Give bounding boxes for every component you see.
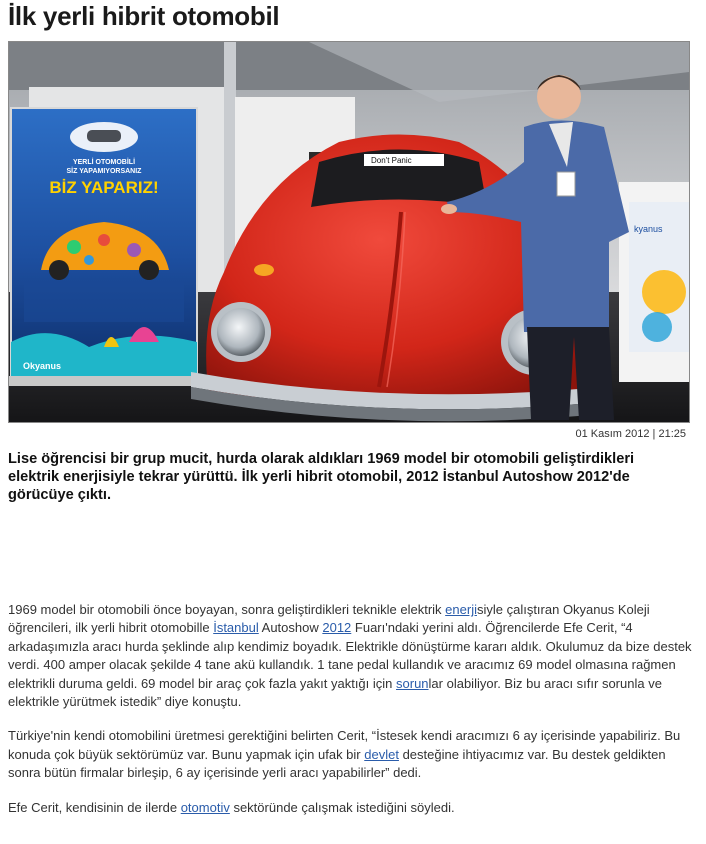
link-enerji[interactable]: enerji [445, 602, 477, 617]
article-photo [8, 41, 690, 423]
article-lead: Lise öğrencisi bir grup mucit, hurda olarak aldıkları 1969 model bir otomobili geliştirdikleri elektrik enerjisiyle tekrar yürüttü. İlk yerli hibrit otomobil, 2012 İstanbul Autoshow 2012'de görücüye çıktı. [8, 451, 635, 503]
body-text: 1969 model bir otomobili önce boyayan, sonra geliştirdikleri teknikle elektrik [8, 602, 446, 617]
banner-line-1: YERLİ OTOMOBİLİ [72, 159, 136, 166]
right-panel-text: kyanus [634, 224, 663, 234]
link-devlet[interactable]: devlet [364, 746, 399, 762]
article-body [8, 601, 698, 833]
link-sorun[interactable]: sorun [396, 675, 429, 691]
body-paragraph-1 [8, 601, 698, 711]
body-text: lar olabiliyor. Biz bu aracı sıfır sorunla ve elektrikle yürütmek istedik” diye konuştu. [8, 675, 662, 710]
body-text: Efe Cerit, kendisinin de ilerde [8, 799, 181, 815]
windshield-sticker: Don't Panic [371, 156, 412, 165]
banner-brand: Okyanus [23, 361, 62, 371]
publish-date: 01 Kasım 2012 | 21:25 [575, 428, 686, 440]
body-paragraph-3 [8, 799, 698, 817]
body-text: Fuarı'ndaki yerini aldı. Öğrencilerde Efe Cerit, “4 arkadaşımızla aracı hurda şeklinde alıp kendimiz boyadık. Elektrikle dönüştürme kararı aldık. Okulumuz da bize destek verdi. 400 amper olacak şekilde 4 tane akü kullandık. 1 tane pedal kullandık ve aracımız 69 model olmasına rağmen elektrikli duruma geldi. 69 model bir araç çok fazla yakıt yaktığı için [8, 620, 692, 691]
body-text: Autoshow [258, 620, 323, 636]
banner-line-2: SİZ YAPAMIYORSANIZ [66, 168, 142, 175]
okyanus-banner [9, 108, 199, 386]
body-text: desteğine ihtiyacımız var. Bu destek geldikten sonra bütün firmalar birleşip, 6 ay içerisinde yerli aracı yapabilirler” dedi. [8, 746, 666, 781]
body-text: Türkiye'nin kendi otomobilini üretmesi gerektiğini belirten Cerit, “İstesek kendi aracımızı 6 ay içerisinde yapabiliriz. Bu konuda çok büyük sektörümüz var. Bunu yapmak için ufak bir [8, 728, 681, 762]
body-paragraph-2 [8, 727, 698, 782]
article-title: İlk yerli hibrit otomobil [8, 1, 280, 31]
photo-illustration [9, 42, 689, 422]
body-text: sektöründe çalışmak istediğini söyledi. [229, 799, 455, 815]
body-text: siyle çalıştıran Okyanus Koleji öğrencileri, ilk yerli hibrit otomobille [8, 602, 650, 636]
link-2012[interactable]: 2012 [322, 620, 352, 636]
link-otomotiv[interactable]: otomotiv [180, 799, 230, 815]
banner-line-3: BİZ YAPARIZ! [49, 178, 159, 197]
link-istanbul[interactable]: İstanbul [213, 620, 259, 636]
